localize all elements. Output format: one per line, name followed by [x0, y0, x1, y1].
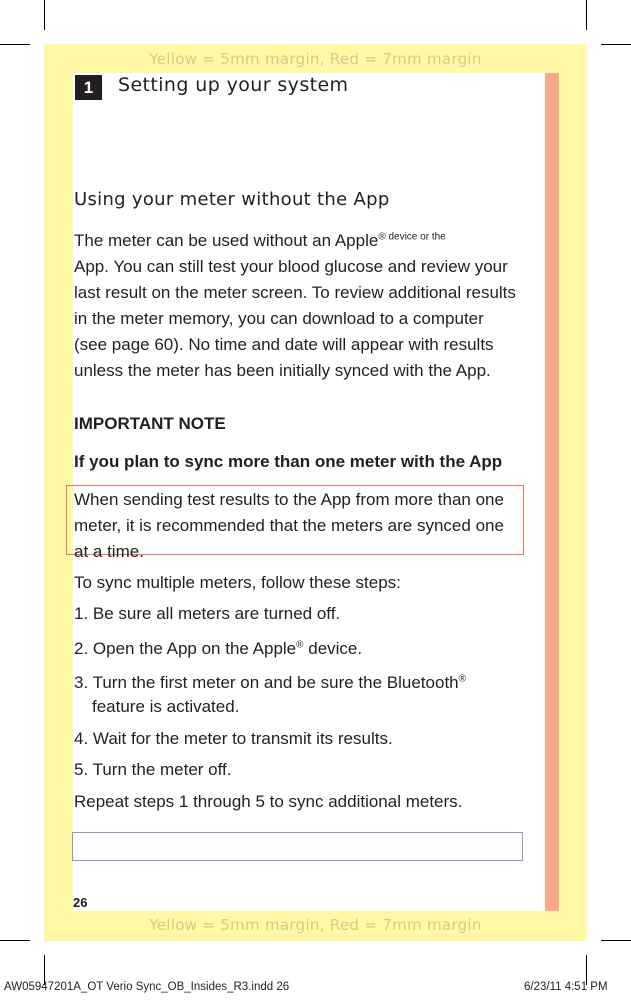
crop-mark-bottom-right-horizontal [601, 940, 631, 941]
closing-text: Repeat steps 1 through 5 to sync additional meters. [74, 792, 463, 811]
margin-guide-bottom-label: Yellow = 5mm margin, Red = 7mm margin [149, 916, 482, 934]
step-3-continuation: feature is activated. [92, 697, 240, 716]
step-1: 1. Be sure all meters are turned off. [74, 604, 341, 623]
red-margin-strip [545, 73, 559, 911]
page-number: 26 [73, 895, 88, 910]
step-2: 2. Open the App on the Apple® device. [74, 639, 363, 658]
margin-guide-top-label: Yellow = 5mm margin, Red = 7mm margin [149, 50, 482, 68]
important-note-label: IMPORTANT NOTE [74, 414, 226, 433]
crop-mark-bottom-left-horizontal [0, 940, 30, 941]
paragraph-line: unless the meter has been initially synced with the App. [74, 361, 491, 380]
slug-timestamp: 6/23/11 4:51 PM [524, 981, 608, 993]
slug-file-info: AW05947201A_OT Verio Sync_OB_Insides_R3.indd 26 [4, 981, 290, 993]
paragraph-line: (see page 60). No time and date will appear with results [74, 335, 494, 354]
blue-frame-box [72, 832, 523, 861]
step-3: 3. Turn the first meter on and be sure the Bluetooth® [74, 673, 466, 692]
step-5: 5. Turn the meter off. [74, 760, 232, 779]
step-4: 4. Wait for the meter to transmit its results. [74, 729, 393, 748]
paragraph-line: App. You can still test your blood glucose and review your [74, 257, 508, 276]
note-subheading: If you plan to sync more than one meter with the App [74, 452, 503, 471]
paragraph-line: last result on the meter screen. To review additional results [74, 283, 516, 302]
chapter-title: Setting up your system [118, 74, 349, 96]
section-heading: Using your meter without the App [74, 189, 390, 210]
crop-mark-top-left-vertical [44, 0, 45, 30]
highlight-line: meter, it is recommended that the meters are synced one [74, 516, 504, 535]
paragraph-line: in the meter memory, you can download to a computer [74, 309, 484, 328]
highlight-line: at a time. [74, 542, 144, 561]
crop-mark-top-left-horizontal [0, 44, 30, 45]
highlight-line: When sending test results to the App from more than one [74, 490, 504, 509]
chapter-number-badge: 1 [75, 75, 102, 100]
crop-mark-top-right-horizontal [601, 44, 631, 45]
crop-mark-top-right-vertical [586, 0, 587, 30]
paragraph-line: The meter can be used without an Apple$^{® device or the}$ [74, 231, 446, 250]
steps-intro: To sync multiple meters, follow these steps: [74, 573, 401, 592]
